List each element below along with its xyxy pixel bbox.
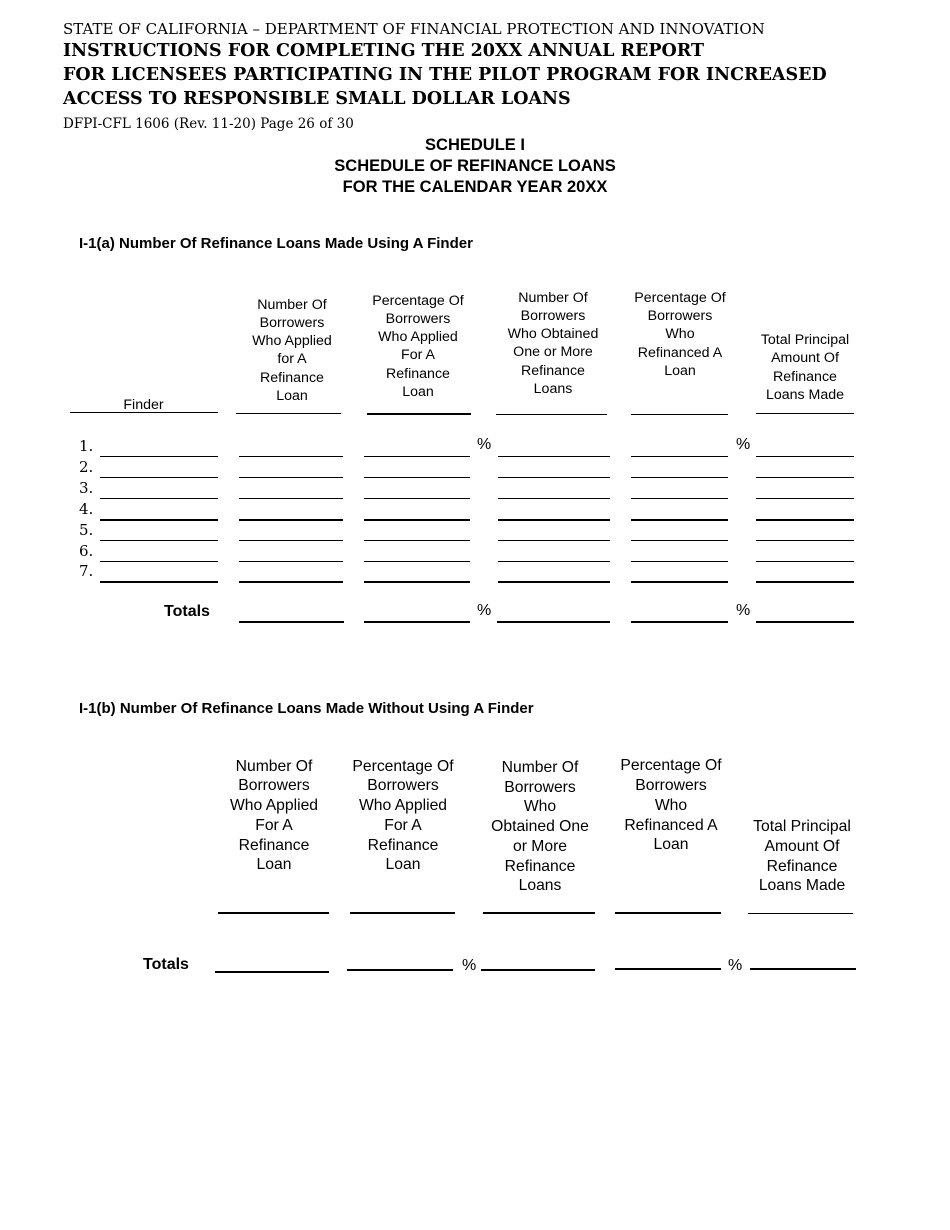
row-2-applied-number-field[interactable] [239, 477, 343, 478]
row-3-obtained-number-field[interactable] [498, 498, 610, 499]
schedule-title: SCHEDULE I [425, 136, 525, 154]
row-3-total-principal-field[interactable] [756, 498, 854, 499]
row-7-applied-percentage-field[interactable] [364, 581, 470, 583]
agency-header: STATE OF CALIFORNIA – DEPARTMENT OF FINANCIAL PROTECTION AND INNOVATION [63, 20, 765, 38]
row-2-refinanced-percentage-field[interactable] [631, 477, 728, 478]
row-7-applied-number-field[interactable] [239, 581, 343, 583]
row-6-finder-field[interactable] [100, 561, 218, 562]
totals-b-applied-number-field[interactable] [215, 971, 329, 973]
row-6-applied-percentage-field[interactable] [364, 561, 470, 562]
header-underline [218, 912, 329, 914]
row-1-applied-number-field[interactable] [239, 456, 343, 457]
totals-a-obtained-number-field[interactable] [497, 621, 610, 623]
row-4-applied-percentage-field[interactable] [364, 519, 470, 521]
col-b-total-principal: Total Principal Amount Of Refinance Loans Made [753, 818, 851, 895]
row-5-obtained-number-field[interactable] [498, 540, 610, 541]
row-2-finder-field[interactable] [100, 477, 218, 478]
row-1-applied-percentage-field[interactable] [364, 456, 470, 457]
section-b-title: I-1(b) Number Of Refinance Loans Made Without Using A Finder [79, 700, 534, 717]
row-5-applied-percentage-field[interactable] [364, 540, 470, 541]
row-number: 7. [79, 562, 94, 580]
totals-b-refinanced-percentage-field[interactable] [615, 968, 721, 970]
title-line-1: INSTRUCTIONS FOR COMPLETING THE 20XX ANNUAL REPORT [63, 41, 705, 61]
totals-label-a: Totals [164, 603, 210, 620]
row-6-refinanced-percentage-field[interactable] [631, 561, 728, 562]
header-underline [748, 913, 853, 914]
row-6-obtained-number-field[interactable] [498, 561, 610, 562]
col-b-applied-number: Number Of Borrowers Who Applied For A Refinance Loan [229, 757, 319, 874]
row-2-total-principal-field[interactable] [756, 477, 854, 478]
section-a-title: I-1(a) Number Of Refinance Loans Made Using A Finder [79, 235, 473, 252]
header-underline [70, 412, 218, 413]
row-number: 4. [79, 500, 94, 518]
row-4-applied-number-field[interactable] [239, 519, 343, 521]
row-number: 6. [79, 542, 94, 560]
col-a-total-principal: Total Principal Amount Of Refinance Loans Made [760, 332, 850, 403]
header-underline [615, 912, 721, 914]
header-underline [496, 414, 607, 415]
header-underline [631, 414, 728, 415]
row-1-obtained-number-field[interactable] [498, 456, 610, 457]
row-number: 1. [79, 437, 94, 455]
col-b-refinanced-percentage: Percentage Of Borrowers Who Refinanced A Loan [620, 757, 722, 854]
row-1-finder-field[interactable] [100, 456, 218, 457]
col-a-obtained-number: Number Of Borrowers Who Obtained One or More Refinance Loans [507, 289, 599, 397]
row-number: 2. [79, 458, 94, 476]
col-finder: Finder [123, 397, 164, 413]
row-7-total-principal-field[interactable] [756, 581, 854, 583]
header-underline [756, 413, 854, 414]
row-5-finder-field[interactable] [100, 540, 218, 541]
percent-sign: % [736, 602, 751, 619]
title-line-3: ACCESS TO RESPONSIBLE SMALL DOLLAR LOANS [63, 89, 571, 109]
row-5-total-principal-field[interactable] [756, 540, 854, 541]
percent-sign: % [462, 957, 477, 974]
totals-b-obtained-number-field[interactable] [481, 969, 595, 971]
row-5-applied-number-field[interactable] [239, 540, 343, 541]
title-line-2: FOR LICENSEES PARTICIPATING IN THE PILOT PROGRAM FOR INCREASED [63, 65, 827, 85]
row-4-total-principal-field[interactable] [756, 519, 854, 521]
totals-a-applied-number-field[interactable] [239, 621, 344, 623]
row-5-refinanced-percentage-field[interactable] [631, 540, 728, 541]
row-6-applied-number-field[interactable] [239, 561, 343, 562]
col-b-applied-percentage: Percentage Of Borrowers Who Applied For A Refinance Loan [352, 757, 454, 874]
schedule-year: FOR THE CALENDAR YEAR 20XX [342, 178, 608, 196]
totals-a-refinanced-percentage-field[interactable] [631, 621, 728, 623]
totals-a-total-principal-field[interactable] [756, 621, 854, 623]
col-a-refinanced-percentage: Percentage Of Borrowers Who Refinanced A Loan [634, 289, 726, 379]
schedule-subtitle: SCHEDULE OF REFINANCE LOANS [334, 157, 616, 175]
totals-b-total-principal-field[interactable] [750, 968, 856, 970]
col-a-applied-number: Number Of Borrowers Who Applied for A Refinance Loan [252, 296, 332, 404]
row-3-refinanced-percentage-field[interactable] [631, 498, 728, 499]
totals-label-b: Totals [143, 956, 189, 973]
header-underline [350, 912, 455, 914]
totals-a-applied-percentage-field[interactable] [364, 621, 470, 623]
row-3-finder-field[interactable] [100, 498, 218, 499]
percent-sign: % [736, 436, 751, 453]
row-7-obtained-number-field[interactable] [498, 581, 610, 583]
row-3-applied-percentage-field[interactable] [364, 498, 470, 499]
row-3-applied-number-field[interactable] [239, 498, 343, 499]
row-number: 5. [79, 521, 94, 539]
percent-sign: % [477, 602, 492, 619]
row-4-finder-field[interactable] [100, 519, 218, 521]
col-b-obtained-number: Number Of Borrowers Who Obtained One or More Refinance Loans [491, 759, 589, 895]
row-7-refinanced-percentage-field[interactable] [631, 581, 728, 583]
header-underline [483, 912, 595, 914]
row-7-finder-field[interactable] [100, 581, 218, 583]
row-2-obtained-number-field[interactable] [498, 477, 610, 478]
row-2-applied-percentage-field[interactable] [364, 477, 470, 478]
totals-b-applied-percentage-field[interactable] [347, 969, 453, 971]
row-1-total-principal-field[interactable] [756, 456, 854, 457]
row-1-refinanced-percentage-field[interactable] [631, 456, 728, 457]
header-underline [236, 413, 341, 414]
col-a-applied-percentage: Percentage Of Borrowers Who Applied For A Refinance Loan [372, 292, 464, 400]
form-id: DFPI-CFL 1606 (Rev. 11-20) Page 26 of 30 [63, 116, 354, 132]
header-underline [367, 413, 471, 415]
percent-sign: % [477, 436, 492, 453]
row-6-total-principal-field[interactable] [756, 561, 854, 562]
row-4-refinanced-percentage-field[interactable] [631, 519, 728, 521]
row-number: 3. [79, 479, 94, 497]
percent-sign: % [728, 957, 743, 974]
row-4-obtained-number-field[interactable] [498, 519, 610, 521]
